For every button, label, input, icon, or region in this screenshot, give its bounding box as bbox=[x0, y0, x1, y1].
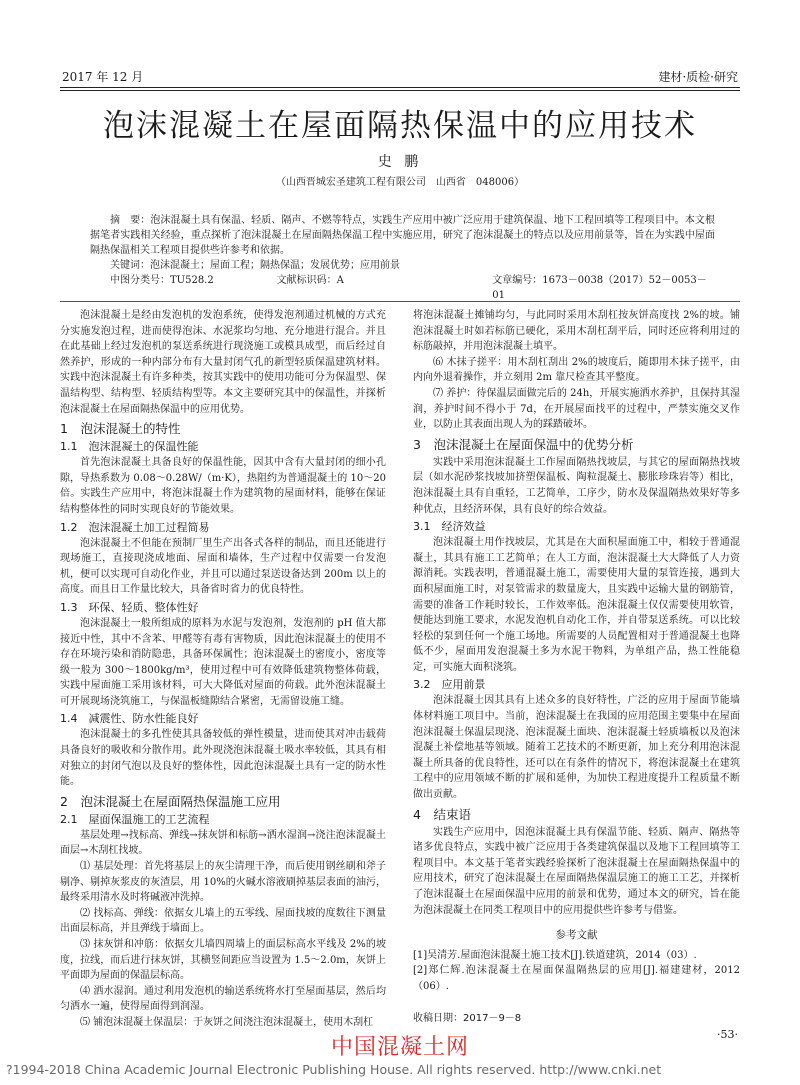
subsection-heading: 1.1 泡沫混凝土的保温性能 bbox=[60, 440, 199, 454]
section-heading: 3 泡沫混凝土在屋面保温中的优势分析 bbox=[413, 436, 634, 452]
subsection-heading: 3.1 经济效益 bbox=[413, 520, 486, 534]
step-paragraph: ⑺ 养护：待保温层面做完后的 24h，开展实施洒水养护，且保持其湿润，养护时间不得小于 7d，在开展屋面找平的过程中，严禁实施交叉作业，以防止其表面出现人为的踩踏破坏。 bbox=[413, 387, 740, 431]
page-number: ·53· bbox=[717, 1028, 738, 1041]
header-rule-thin bbox=[60, 90, 740, 91]
subsection-heading: 3.2 应用前景 bbox=[413, 678, 486, 692]
section-heading: 4 结束语 bbox=[413, 806, 471, 822]
paper-title: 泡沫混凝土在屋面隔热保温中的应用技术 bbox=[103, 108, 697, 144]
site-watermark: 中国混凝土网 bbox=[330, 1035, 469, 1060]
subsection-heading: 2.1 屋面保温施工的工艺流程 bbox=[60, 812, 210, 826]
body-paragraph: 泡沫混凝土的多孔性使其具备较低的弹性模量，进而使其对冲击载荷具备良好的吸收和分散作用。此外现浇泡沫混凝土吸水率较低，其具有相对独立的封闭气泡以及良好的整体性，因此泡沫混凝土具有一定的防水性能。 bbox=[60, 729, 386, 788]
body-paragraph: 泡沫混凝土用作找坡层，尤其是在大面积屋面施工中，相较于普通混凝土，其具有施工工艺简单；在人工方面，泡沫混凝土大大降低了人力资源消耗。实践表明，普通混凝土施工，需要使用大量的泵管连接，遇到大面积屋面施工时，对泵管需求的数量庞大，且实践中运输大量的钢筋管，需要的准备工作耗时较长，工作效率低。泡沫混凝土仅仅需要使用软管，便能达到施工要求，水泥发泡机自动化工作，并自带泵送系统。可以比较轻松的泵到任何一个施工场地。所需要的人员配置相对于普通混凝土也降低不少，屋面用发泡混凝土多为水泥干物料，为单组产品，热工性能稳定，可实施大面积浇筑。 bbox=[413, 537, 740, 673]
process-flow: 基层处理→找标高、弹线→抹灰饼和标筋→洒水湿润→浇注泡沫混凝土面层→木刮杠找坡。 bbox=[60, 829, 386, 857]
body-paragraph: 泡沫混凝土因其具有上述众多的良好特性，广泛的应用于屋面节能墙体材料施工项目中。当前，泡沫混凝土在我国的应用范围主要集中在屋面泡沫混凝土保温层现浇、泡沫混凝土面块、泡沫混凝土轻质墙板以及泡沫混凝土补偿地基等领域。随着工艺技术的不断更新，加上充分利用泡沫混凝土所具备的优良特性，还可以在有条件的情况下，将泡沫混凝土在建筑工程中的应用领域不断的扩展和延伸，为加快工程进度提升工程质量不断做出贡献。 bbox=[413, 695, 740, 801]
subsection-heading: 1.4 减震性、防水性能良好 bbox=[60, 712, 199, 726]
body-paragraph: 泡沫混凝土不但能在预制厂里生产出各式各样的制品，而且还能进行现场施工，直接现浇成地面、屋面和墙体，生产过程中仅需要一台发泡机，便可以实现可自动化作业，并且可以通过泵送设备达到 200m 以上的高度。而且日工作量比较大，具备省时省力的优良特性。 bbox=[60, 537, 386, 596]
body-paragraph: 实践生产应用中，因泡沫混凝土具有保温节能、轻质、隔声、隔热等诸多优良特点，实践中被广泛应用于各类建筑保温以及地下工程回填等工程项目中。本文基于笔者实践经验探析了泡沫混凝土在屋面隔热保温中的应用技术，研究了泡沫混凝土在屋面隔热保温层施工的施工工艺，并探析了泡沫混凝土在屋面保温中应用的前景和优势，通过本文的研究，旨在能为泡沫混凝土在同类工程项目中的应用提供些许参考与借鉴。 bbox=[413, 826, 740, 916]
journal-section: 建材·质检·研究 bbox=[658, 70, 738, 84]
subsection-heading: 1.3 环保、轻质、整体性好 bbox=[60, 600, 199, 614]
article-meta bbox=[90, 213, 715, 303]
section-heading: 1 泡沫混凝土的特性 bbox=[60, 421, 181, 437]
body-paragraph: 泡沫混凝土一般所组成的原料为水泥与发泡剂，发泡剂的 pH 值大都接近中性，其中不含苯、甲醛等有毒有害物质，因此泡沫混凝土的使用不存在环境污染和消防隐患，具备环保属性；泡沫混凝土的密度小，密度等级一般为 300～1800kg/m³，使用过程中可有效降低建筑物整体荷载，实践中屋面施工采用该材料，可大大降低对屋面的荷载。此外泡沫混凝土可开展现场浇筑施工，与保温板缝隙结合紧密，无需留设施工缝。 bbox=[60, 617, 386, 707]
step-paragraph: ⑴ 基层处理：首先将基层上的灰尘清理干净，而后使用钢丝刷和斧子剔净、剔掉灰浆皮的灰渣层，用 10%的火碱水溶液刷掉基层表面的油污，最终采用清水及时将碱液冲洗掉。 bbox=[60, 861, 386, 904]
reference-item: [1]吴清芳.屋面泡沫混凝土施工技术[J].铁道建筑，2014（03）. bbox=[413, 949, 697, 961]
body-paragraph: 将泡沫混凝土摊铺均匀，与此同时采用木刮杠按灰饼高度找 2%的坡。铺泡沫混凝土时如若标筋已硬化，采用木刮杠刮平后，同时还应将利用过的标筋敲掉，并用泡沫混凝土填平。 bbox=[413, 310, 740, 353]
step-paragraph: ⑷ 洒水湿润。通过利用发泡机的输送系统将水打至屋面基层，然后均匀洒水一遍，使得屋面得到润湿。 bbox=[60, 985, 386, 1013]
reference-item: [2]郑仁辉.泡沫混凝土在屋面保温隔热层的应用[J].福建建材，2012（06）. bbox=[413, 965, 740, 992]
keywords: 关键词：泡沫混凝土；屋面工程；隔热保温；发展优势；应用前景 bbox=[110, 260, 400, 271]
step-paragraph: ⑶ 抹灰饼和冲筋：依据女儿墙四周墙上的面层标高水平线及 2%的坡度，拉线，而后进行抹灰饼，其横竖间距应当设置为 1.5～2.0m，灰饼上平面即为屋面的保温层标高。 bbox=[60, 939, 386, 982]
copyright-notice: ?1994-2018 China Academic Journal Electronic Publishing House. All rights reserved. http://www.cnki.net bbox=[6, 1062, 662, 1077]
step-paragraph: ⑸ 铺泡沫混凝土保温层：于灰饼之间浇注泡沫混凝土，使用木刮杠 bbox=[80, 1016, 374, 1028]
step-paragraph: ⑵ 找标高、弹线：依据女儿墙上的五零线、屋面找坡的度数往下测量出面层标高，并且弹线于墙面上。 bbox=[60, 907, 386, 935]
received-date: 收稿日期：2017－9－8 bbox=[413, 1012, 522, 1024]
right-column bbox=[413, 308, 740, 1026]
section-heading: 2 泡沫混凝土在屋面隔热保温施工应用 bbox=[60, 793, 281, 809]
header-rule bbox=[60, 87, 740, 88]
article-number: 文章编号：1673－0038（2017）52－0053－01 bbox=[492, 275, 707, 301]
journal-date: 2017 年 12 月 bbox=[62, 70, 144, 84]
meta-divider bbox=[60, 301, 740, 302]
clc-number: 中图分类号：TU528.2 bbox=[110, 275, 214, 286]
references-title: 参考文献 bbox=[555, 929, 598, 942]
step-paragraph: ⑹ 木抹子搓平：用木刮杠刮出 2%的坡度后，随即用木抹子搓平，由内向外退着操作，并立刻用 2m 靠尺检查其平整度。 bbox=[413, 356, 740, 384]
paper-author: 史 鹏 bbox=[377, 154, 423, 170]
body-paragraph: 实践中采用泡沫混凝土工作屋面隔热找坡层，与其它的屋面隔热找坡层（如水泥砂浆找坡加挤塑保温板、陶粒混凝土、膨胀珍珠岩等）相比，泡沫混凝土具有自重轻，工艺简单，工序少，防水及保温隔热效果好等多种优点，且经济环保，具有良好的综合效益。 bbox=[413, 456, 740, 515]
body-paragraph: 首先泡沫混凝土具备良好的保温性能，因其中含有大量封闭的细小孔隙，导热系数为 0.08～0.28W/（m·K），热阻约为普通混凝土的 10～20倍。实践生产应用中，将泡沫混凝土作为建筑物的屋面材料，能够在保证结构整体性的同时实现良好的节能效果。 bbox=[60, 457, 386, 515]
abstract: 摘 要：泡沫混凝土具有保温、轻质、隔声、不燃等特点，实践生产应用中被广泛应用于建筑保温、地下工程回填等工程项目中。本文根据笔者实践相关经验，重点探析了泡沫混凝土在屋面隔热保温工程中实施应用，研究了泡沫混凝土的特点以及应用前景等，旨在为实践中屋面隔热保温相关工程项目提供些许参考和依据。 bbox=[90, 215, 715, 256]
left-column bbox=[60, 308, 386, 1031]
subsection-heading: 1.2 泡沫混凝土加工过程简易 bbox=[60, 520, 210, 534]
classification-line bbox=[90, 273, 715, 303]
document-code: 文献标识码：A bbox=[276, 275, 344, 286]
intro-paragraph: 泡沫混凝土是经由发泡机的发泡系统，使得发泡剂通过机械的方式充分实施发泡过程，进而使得泡沫、水泥浆均匀地、充分地进行混合。并且在此基础上经过发泡机的泵送系统进行现浇施工或模具成型，而后经过自然养护，形成的一种内部分布有大量封闭气孔的新型轻质保温建筑材料。实践中泡沫混凝土有许多种类，按其实践中的使用功能可分为保温型、保温结构型、结构型、轻质结构型等。本文主要研究其中的保温性，并探析泡沫混凝土在屋面隔热保温中的应用优势。 bbox=[60, 310, 386, 415]
author-affiliation: （山西晋城宏圣建筑工程有限公司 山西省 048006） bbox=[275, 177, 525, 188]
